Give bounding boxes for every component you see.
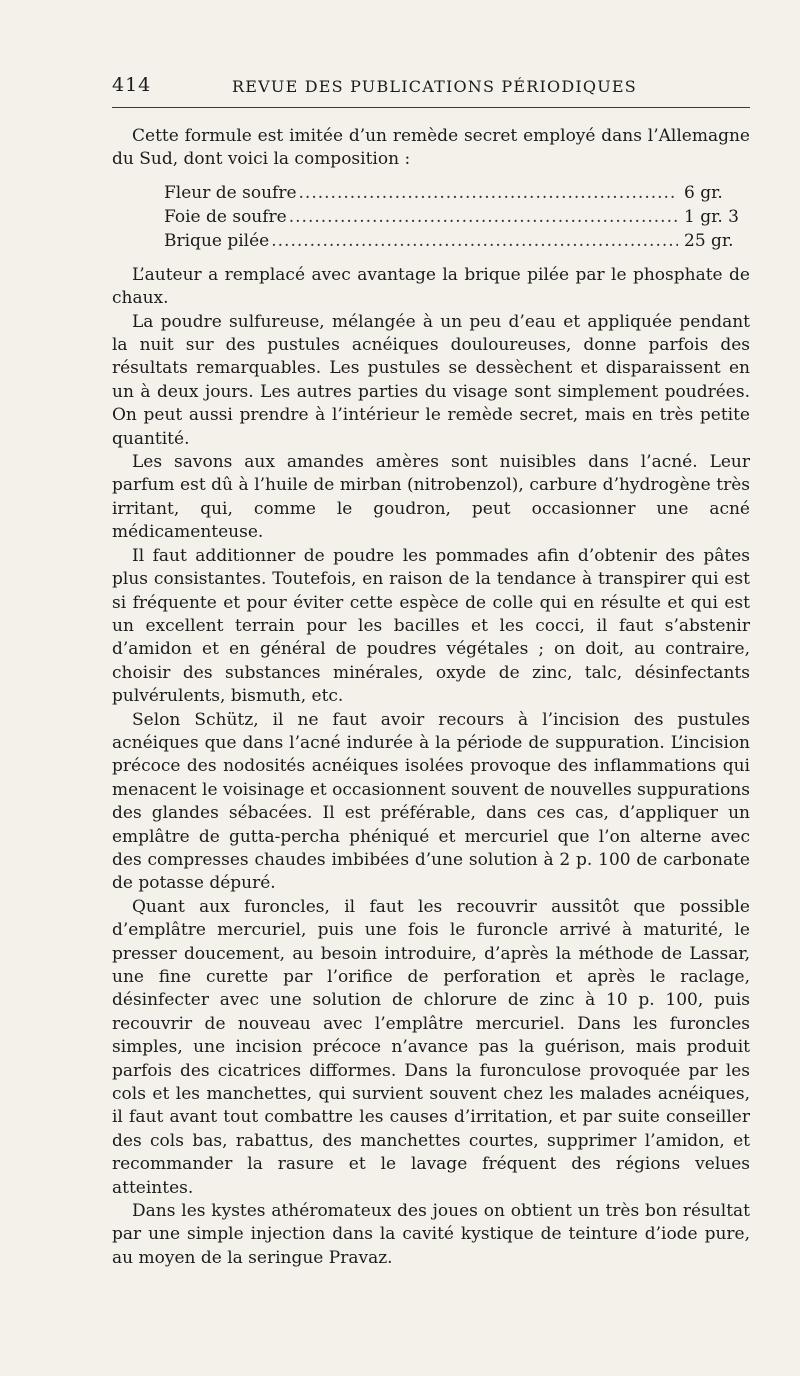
recipe-item (164, 206, 764, 230)
recipe-ingredient: Foie de soufre (164, 206, 287, 227)
paragraph: L’auteur a remplacé avec avantage la brique pilée par le phosphate de chaux. (112, 264, 750, 309)
recipe-item (164, 230, 764, 254)
paragraph: Les savons aux amandes amères sont nuisibles dans l’acné. Leur parfum est dû à l’huile de mirban (nitrobenzol), carbure d’hydrogène très irritant, qui, comme le goudron, peut occasionner une acné médicamenteuse. (112, 452, 750, 543)
intro-paragraph: Cette formule est imitée d’un remède secret employé dans l’Allemagne du Sud, dont voici la composition : (112, 126, 750, 170)
header-rule (112, 107, 750, 108)
article-body (112, 125, 750, 1270)
paragraph: Dans les kystes athéromateux des joues on obtient un très bon résultat par une simple injection dans la cavité kystique de teinture d’iode pure, au moyen de la seringue Pravaz. (112, 1201, 750, 1268)
leader-dots (271, 230, 678, 253)
running-title: REVUE DES PUBLICATIONS PÉRIODIQUES (232, 77, 637, 96)
paragraph: Quant aux furoncles, il faut les recouvrir aussitôt que possible d’emplâtre mercuriel, puis une fois le furoncle arrivé à maturité, le presser doucement, au besoin introduire, d’après la méthode de Lassar, une fine curette par l’orifice de perforation et après le raclage, désinfecter avec une solution de chlorure de zinc à 10 p. 100, puis recouvrir de nouveau avec l’emplâtre mercuriel. Dans les furoncles simples, une incision précoce n’avance pas la guérison, mais produit parfois des cicatrices difformes. Dans la furonculose provoquée par les cols et les manchettes, qui survient souvent chez les malades acnéiques, il faut avant tout combattre les causes d’irritation, et par suite conseiller des cols bas, rabattus, des manchettes courtes, supprimer l’amidon, et recommander la rasure et le lavage fréquent des régions velues atteintes. (112, 896, 750, 1198)
recipe-quantity: 1 gr. 3 (684, 206, 739, 227)
page-number: 414 (112, 74, 152, 96)
paragraph: Il faut additionner de poudre les pommades afin d’obtenir des pâtes plus consistantes. Toutefois, en raison de la tendance à transpirer qui est si fréquente et pour éviter cette espèce de colle qui en résulte et qui est un excellent terrain pour les bacilles et les cocci, il faut s’abstenir d’amidon et en général de poudres végétales ; on doit, au contraire, choisir des substances minérales, oxyde de zinc, talc, désinfectants pulvérulents, bismuth, etc. (112, 545, 750, 707)
recipe-item (164, 182, 764, 206)
leader-dots (289, 206, 678, 229)
paragraph: La poudre sulfureuse, mélangée à un peu d’eau et appliquée pendant la nuit sur des pustules acnéiques douloureuses, donne parfois des résultats remarquables. Les pustules se dessèchent et disparaissent en un à deux jours. Les autres parties du visage sont simplement poudrées. On peut aussi prendre à l’intérieur le remède secret, mais en très petite quantité. (112, 311, 750, 449)
recipe-ingredient: Fleur de soufre (164, 182, 297, 203)
recipe-quantity: 6 gr. (684, 182, 723, 203)
leader-dots (299, 182, 678, 205)
recipe-quantity: 25 gr. (684, 230, 734, 251)
recipe-list (112, 182, 750, 254)
page-header (112, 74, 750, 102)
recipe-ingredient: Brique pilée (164, 230, 270, 251)
paragraph: Selon Schütz, il ne faut avoir recours à l’incision des pustules acnéiques que dans l’acné indurée à la période de suppuration. L’incision précoce des nodosités acnéiques isolées provoque des inflammations qui menacent le voisinage et occasionnent souvent de nouvelles suppurations des glandes sébacées. Il est préférable, dans ces cas, d’appliquer un emplâtre de gutta-percha phéniqué et mercuriel que l’on alterne avec des compresses chaudes imbibées d’une solution à 2 p. 100 de carbonate de potasse dépuré. (112, 709, 750, 894)
